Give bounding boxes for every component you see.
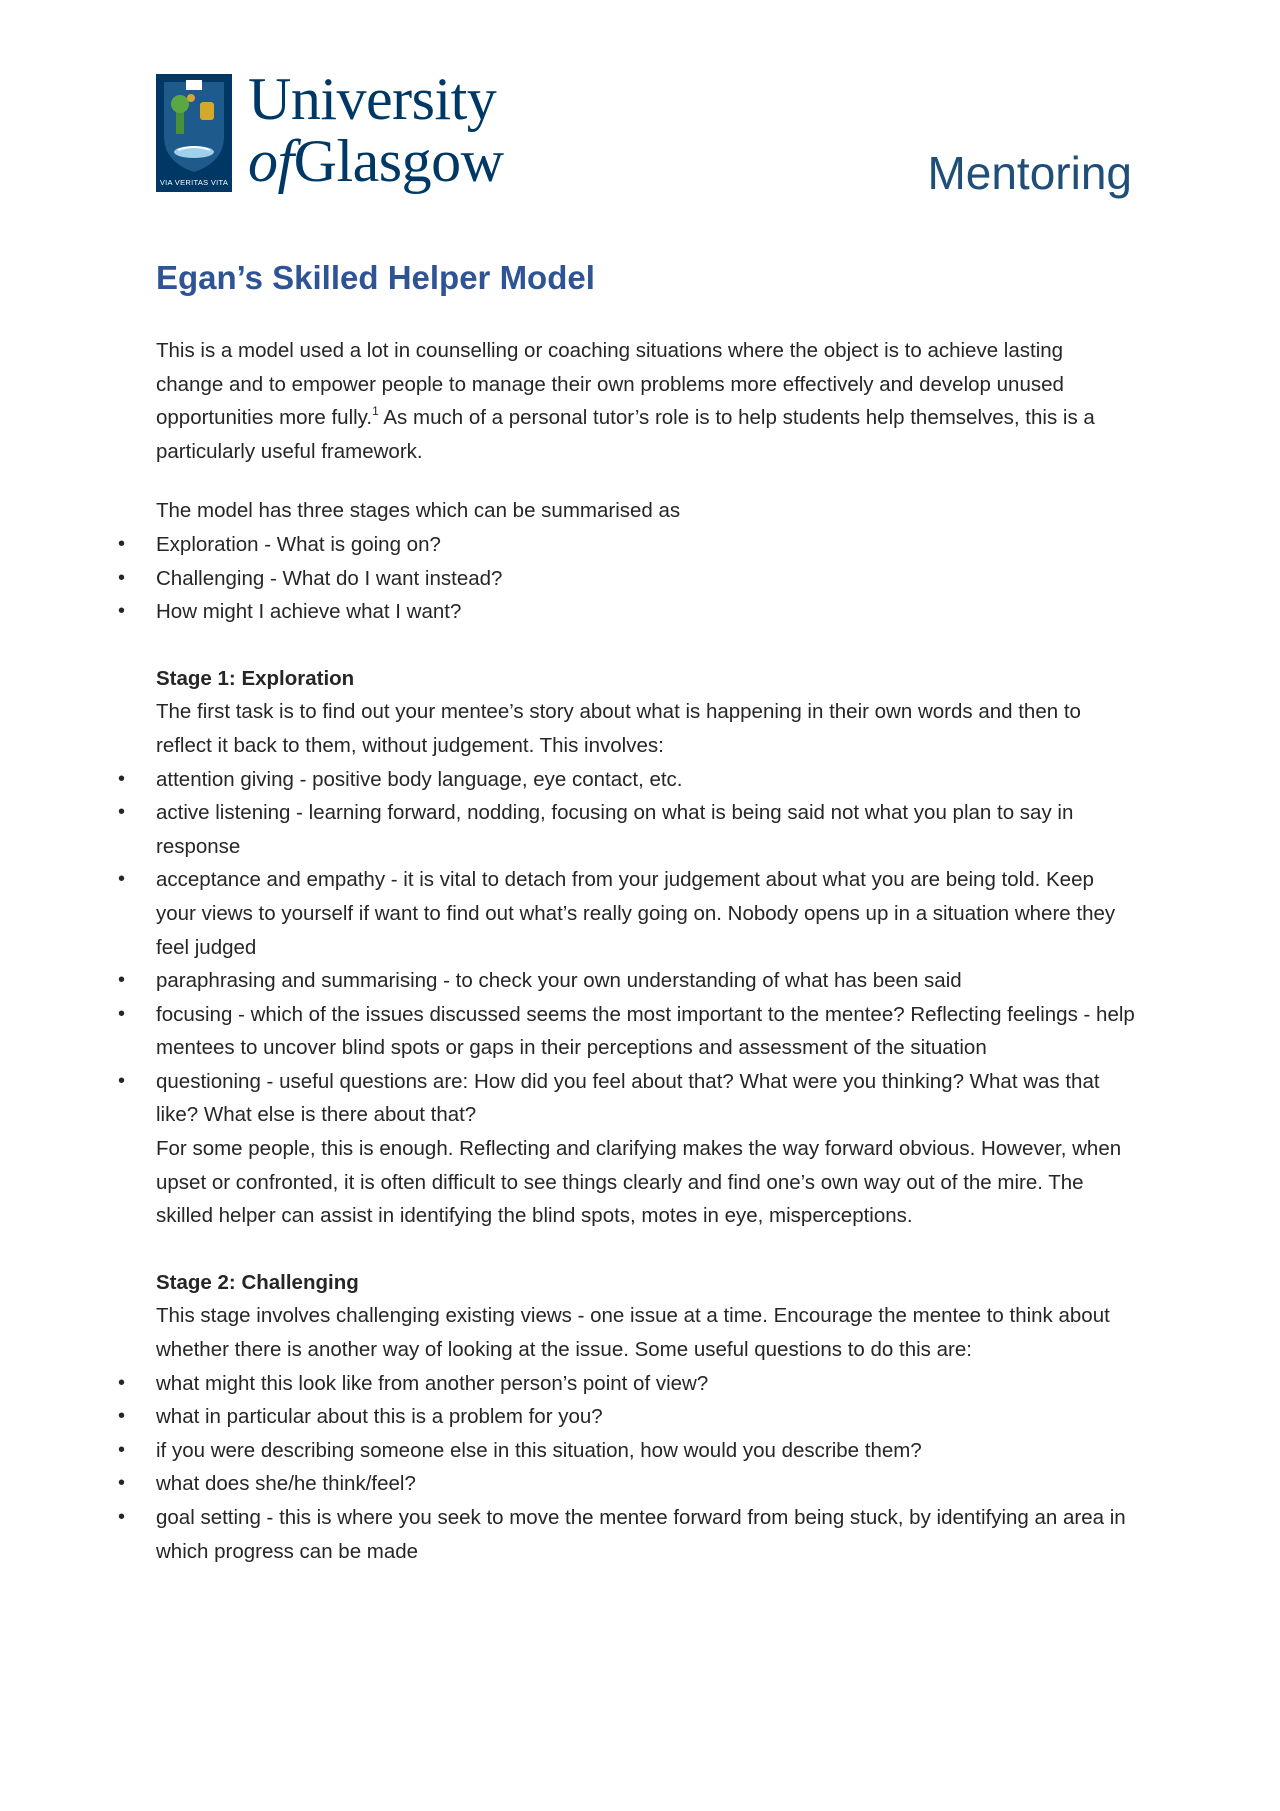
stage2-intro: This stage involves challenging existing views - one issue at a time. Encourage the mentee to think about whether there is another way of looking at the issue. Some useful questions to do this are: [156,1304,1110,1362]
logo-text-glasgow-line [248,128,504,194]
logo-text-of: of [248,128,294,194]
list-item: • if you were describing someone else in this situation, how would you describe them? [156,1434,1136,1468]
logo-text-glasgow: Glasgow [293,128,504,194]
list-item: • what in particular about this is a problem for you? [156,1400,1136,1434]
logo-motto: VIA VERITAS VITA [159,178,229,187]
list-item: • paraphrasing and summarising - to check your own understanding of what has been said [156,964,1136,998]
list-item: • questioning - useful questions are: How did you feel about that? What were you thinking? What was that like? What else is there about that? [156,1065,1136,1132]
list-item: • Challenging - What do I want instead? [156,562,1136,596]
list-item: • active listening - learning forward, nodding, focusing on what is being said not what you plan to say in response [156,796,1136,863]
document-title: Egan’s Skilled Helper Model [156,259,595,296]
list-item: • acceptance and empathy - it is vital to detach from your judgement about what you are being told. Keep your views to yourself if want to find out what’s really going on. Nobody opens up in a situation where they feel judged [156,863,1136,964]
list-item: • goal setting - this is where you seek to move the mentee forward from being stuck, by identifying an area in which progress can be made [156,1501,1136,1568]
logo-wordmark [248,66,504,194]
list-item: • How might I achieve what I want? [156,595,1136,629]
stages-intro: The model has three stages which can be summarised as [156,499,681,523]
list-item: • Exploration - What is going on? [156,528,1136,562]
logo-text-university: University [248,66,497,132]
list-item: • what might this look like from another person’s point of view? [156,1367,1136,1401]
stages-list [156,528,1136,629]
stage2-heading: Stage 2: Challenging [156,1270,359,1294]
stage1-follow-paragraph: For some people, this is enough. Reflecting and clarifying makes the way forward obvious. However, when upset or confronted, it is often difficult to see things clearly and find one’s own way out of the mire. The skilled helper can assist in identifying the blind spots, motes in eye, misperceptions. [156,1137,1122,1228]
list-item: • attention giving - positive body language, eye contact, etc. [156,763,1136,797]
list-item: • what does she/he think/feel? [156,1467,1136,1501]
university-crest-icon [156,74,232,192]
university-logo[interactable] [156,66,536,194]
document-body [156,252,1136,1568]
list-item: • focusing - which of the issues discussed seems the most important to the mentee? Reflecting feelings - help mentees to uncover blind spots or gaps in their perceptions and assessment of the situation [156,998,1136,1065]
stage1-heading: Stage 1: Exploration [156,666,355,690]
header-title: Mentoring [927,147,1132,199]
intro-text-part1: This is a model used a lot in counselling or coaching situations where the object is to achieve lasting change and to empower people to manage their own problems more effectively and develop unused opportunities more fully. [156,339,1064,430]
stage2-list [156,1367,1136,1569]
intro-paragraph [156,334,1136,468]
intro-text-part2: As much of a personal tutor’s role is to help students help themselves, this is a particularly useful framework. [156,406,1095,463]
stage1-list [156,763,1136,1133]
footnote-ref[interactable]: 1 [372,404,379,419]
stage1-intro: The first task is to find out your mentee’s story about what is happening in their own words and then to reflect it back to them, without judgement. This involves: [156,700,1081,757]
